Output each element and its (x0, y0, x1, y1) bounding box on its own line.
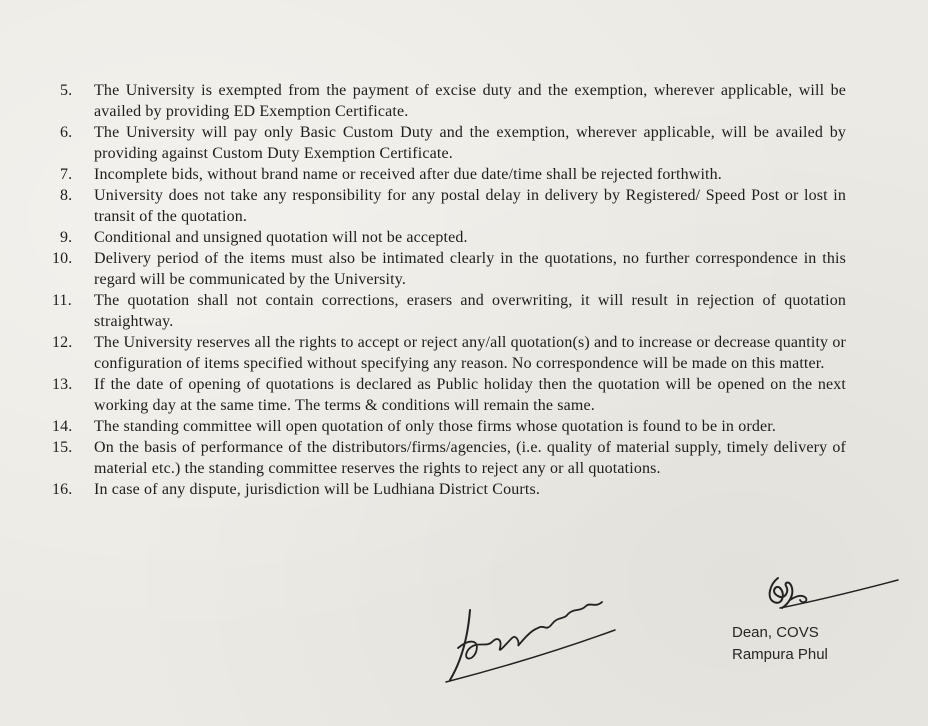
term-text: University does not take any responsibility for any postal delay in delivery by Registered/ Speed Post or lost in transit of the quotation. (94, 187, 846, 225)
term-number: 9. (60, 229, 73, 246)
term-text: The University is exempted from the payment of excise duty and the exemption, wherever applicable, will be availed by providing ED Exemption Certificate. (94, 82, 846, 120)
dean-signature (740, 570, 900, 620)
term-item (60, 122, 846, 164)
term-number: 7. (60, 166, 73, 183)
term-text: Delivery period of the items must also be intimated clearly in the quotations, no further correspondence in this regard will be communicated by the University. (94, 250, 846, 288)
term-item (52, 479, 846, 500)
term-item (52, 416, 846, 437)
term-text: Incomplete bids, without brand name or received after due date/time shall be rejected forthwith. (94, 166, 722, 183)
term-text: The standing committee will open quotation of only those firms whose quotation is found to be in order. (94, 418, 777, 435)
term-number: 13. (52, 376, 73, 393)
term-number: 10. (52, 250, 73, 267)
term-item (60, 227, 846, 248)
term-number: 6. (60, 124, 73, 141)
term-item (52, 437, 846, 479)
term-item (52, 374, 846, 416)
term-text: In case of any dispute, jurisdiction will be Ludhiana District Courts. (94, 481, 540, 498)
term-text: The University reserves all the rights to accept or reject any/all quotation(s) and to increase or decrease quantity or configuration of items specified without specifying any reason. No correspondence will be made on this matter. (94, 334, 846, 372)
term-text: The quotation shall not contain corrections, erasers and overwriting, it will result in rejection of quotation straightway. (94, 292, 846, 330)
term-text: On the basis of performance of the distributors/firms/agencies, (i.e. quality of material supply, timely delivery of material etc.) the standing committee reserves the rights to reject any or all quotations. (94, 439, 846, 477)
term-number: 16. (52, 481, 73, 498)
term-text: If the date of opening of quotations is declared as Public holiday then the quotation will be opened on the next working day at the same time. The terms & conditions will remain the same. (94, 376, 846, 414)
term-text: Conditional and unsigned quotation will not be accepted. (94, 229, 468, 246)
handwritten-signature (440, 590, 620, 690)
term-item (60, 164, 846, 185)
term-number: 12. (52, 334, 73, 351)
term-item (52, 290, 846, 332)
term-number: 11. (52, 292, 72, 309)
signatory-location: Rampura Phul (732, 646, 828, 663)
term-item (52, 332, 846, 374)
signatory-designation: Dean, COVS (732, 624, 819, 641)
term-number: 15. (52, 439, 73, 456)
term-number: 8. (60, 187, 73, 204)
term-item (52, 248, 846, 290)
term-item (60, 80, 846, 122)
term-number: 14. (52, 418, 73, 435)
terms-list (52, 80, 846, 500)
term-text: The University will pay only Basic Custom Duty and the exemption, wherever applicable, will be availed by providing against Custom Duty Exemption Certificate. (94, 124, 846, 162)
signatory-block (732, 622, 828, 666)
term-item (60, 185, 846, 227)
term-number: 5. (60, 82, 73, 99)
